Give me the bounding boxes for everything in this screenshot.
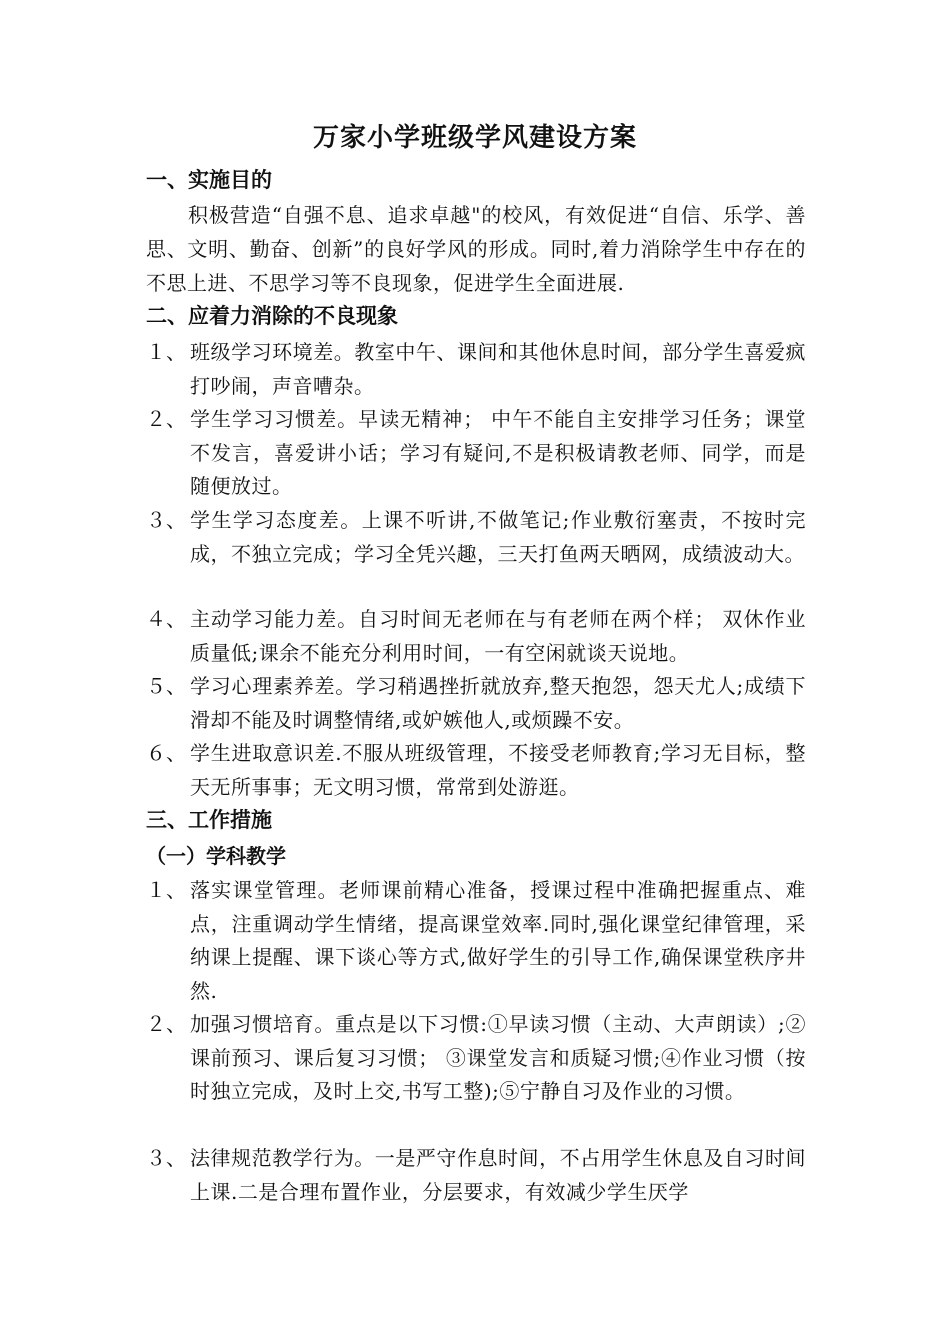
list-item-text: 学生学习态度差。上课不听讲,不做笔记;作业敷衍塞责，不按时完成，不独立完成；学习全凭兴趣，三天打鱼两天晒网，成绩波动大。	[190, 508, 806, 566]
section-1-heading: 一、实施目的	[146, 168, 272, 192]
subsection-heading: （一）学科教学	[146, 844, 286, 868]
list-item-text: 学生进取意识差.不服从班级管理，不接受老师教育;学习无目标，整天无所事事；无文明习惯，常常到处游逛。	[190, 741, 806, 799]
section-2-heading: 二、应着力消除的不良现象	[146, 304, 398, 328]
list-item	[146, 670, 806, 737]
list-item	[146, 874, 806, 1008]
list-item-text: 学习心理素养差。学习稍遇挫折就放弃,整天抱怨，怨天尤人;成绩下滑却不能及时调整情绪,或妒嫉他人,或烦躁不安。	[190, 674, 806, 732]
list-item-number: １、	[146, 340, 186, 364]
list-item-text: 加强习惯培育。重点是以下习惯:①早读习惯（主动、大声朗读）;②课前预习、课后复习习惯； ③课堂发言和质疑习惯;④作业习惯（按时独立完成，及时上交,书写工整);⑤宁静自习及作业的习惯。	[190, 1012, 806, 1103]
list-item	[146, 504, 806, 571]
list-item-text: 法律规范教学行为。一是严守作息时间，不占用学生休息及自习时间上课.二是合理布置作业，分层要求，有效减少学生厌学	[190, 1146, 806, 1204]
list-item-text: 学生学习习惯差。早读无精神； 中午不能自主安排学习任务；课堂不发言，喜爱讲小话；学习有疑问,不是积极请教老师、同学，而是随便放过。	[190, 407, 806, 498]
list-item-number: ２、	[146, 407, 186, 431]
list-item-text: 班级学习环境差。教室中午、课间和其他休息时间，部分学生喜爱疯打吵闹，声音嘈杂。	[190, 340, 806, 398]
list-item-number: ４、	[146, 607, 186, 631]
list-item	[146, 1008, 806, 1109]
list-item-text: 主动学习能力差。自习时间无老师在与有老师在两个样； 双休作业质量低;课余不能充分利用时间，一有空闲就谈天说地。	[190, 607, 806, 665]
section-3-heading: 三、工作措施	[146, 808, 272, 832]
list-item	[146, 603, 806, 670]
list-item-number: ３、	[146, 1146, 186, 1170]
list-item-number: ２、	[146, 1012, 186, 1036]
list-item	[146, 1142, 806, 1209]
list-item-number: ６、	[146, 741, 186, 765]
section-1-paragraph: 积极营造“自强不息、追求卓越"的校风，有效促进“自信、乐学、善思、文明、勤奋、创新”的良好学风的形成。同时,着力消除学生中存在的不思上进、不思学习等不良现象，促进学生全面进展.	[146, 203, 806, 295]
list-item-number: １、	[146, 878, 186, 902]
document-title: 万家小学班级学风建设方案	[312, 123, 637, 153]
list-item-number: ３、	[146, 508, 186, 532]
list-item	[146, 403, 806, 504]
list-item	[146, 737, 806, 804]
list-item	[146, 336, 806, 403]
list-item-number: ５、	[146, 674, 186, 698]
list-item-text: 落实课堂管理。老师课前精心准备，授课过程中准确把握重点、难点，注重调动学生情绪，提高课堂效率.同时,强化课堂纪律管理，采纳课上提醒、课下谈心等方式,做好学生的引导工作,确保课堂秩序井然.	[190, 878, 806, 1003]
